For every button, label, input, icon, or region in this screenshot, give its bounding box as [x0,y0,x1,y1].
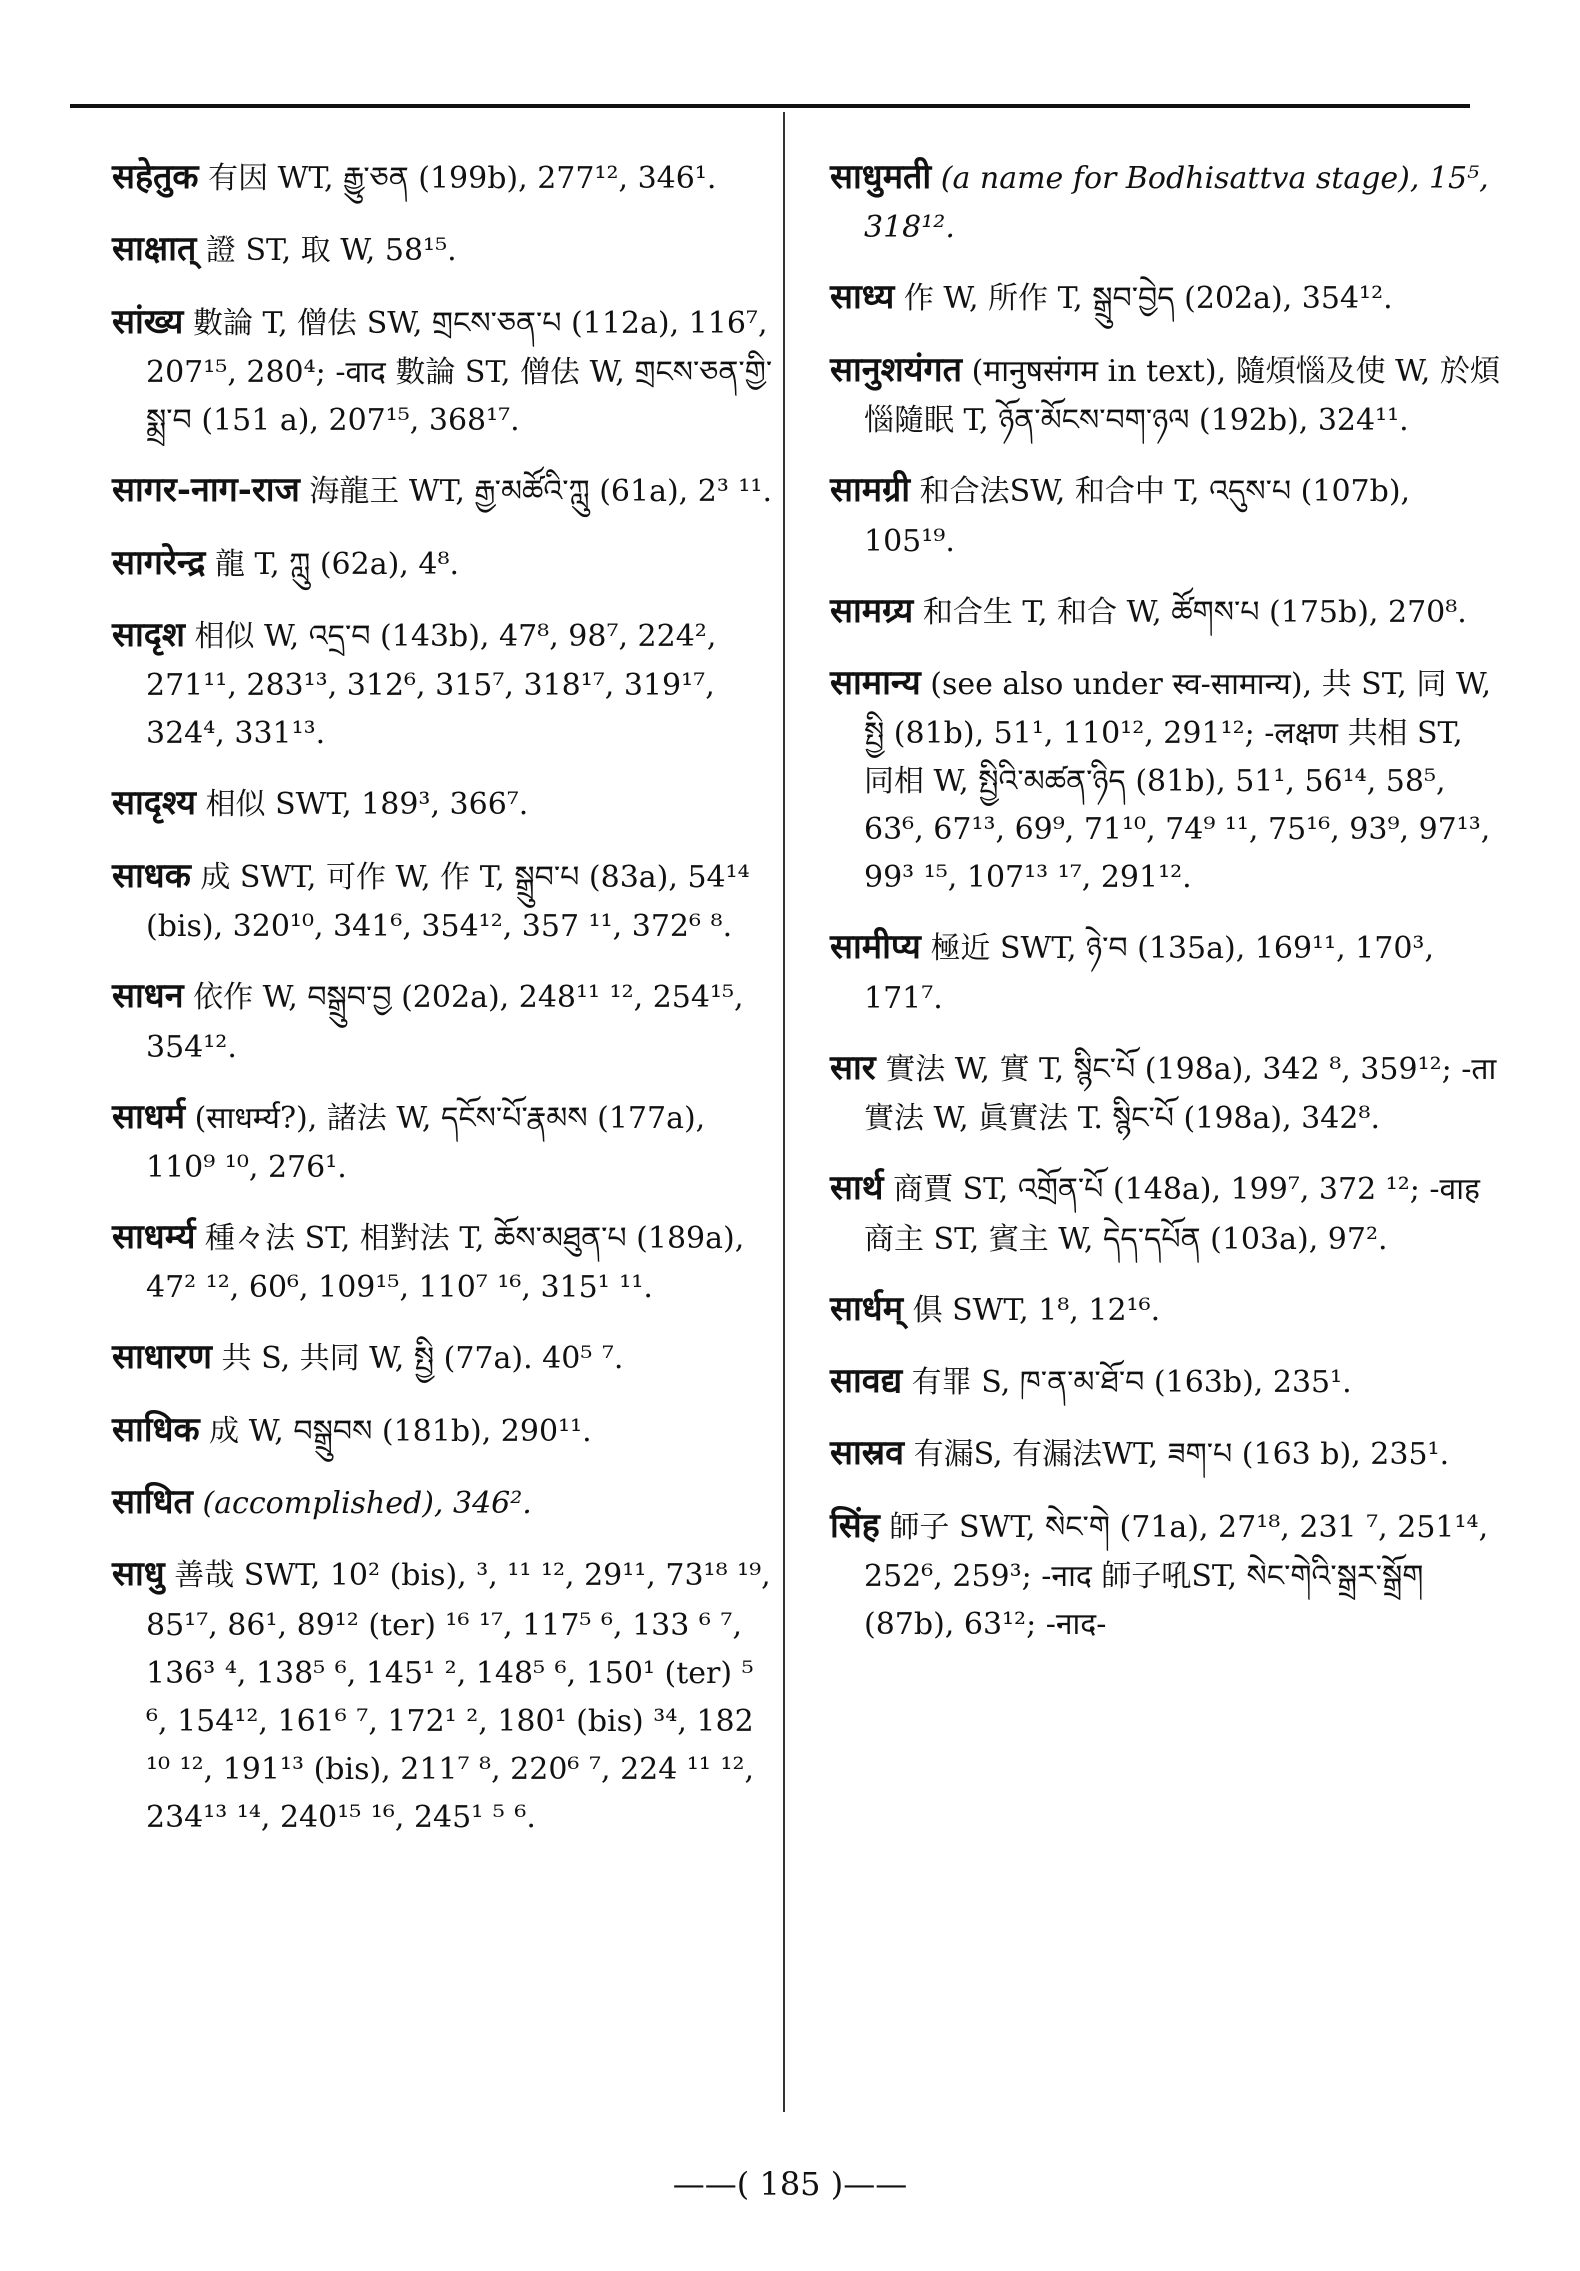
dictionary-entry [112,1210,782,1312]
entry-headword: सामग्री [830,470,911,511]
entry-headword: सामीप्य [830,927,921,968]
dictionary-entry [112,536,782,590]
entry-body: 相似 W, འདྲ་བ (143b), 47⁸, 98⁷, 224², 271¹¹, 283¹³, 312⁶, 315⁷, 318¹⁷, 319¹⁷, 324⁴, 331¹³. [146,618,717,752]
right-column [830,150,1500,1667]
dictionary-entry [112,1330,782,1384]
entry-headword: सार्थ [830,1168,884,1209]
dictionary-entry [112,150,782,204]
entry-body: 俱 SWT, 1⁸, 12¹⁶. [912,1292,1161,1328]
dictionary-entry [830,1426,1500,1480]
entry-body: 成 SWT, 可作 W, 作 T, སྒྲུབ་པ (83a), 54¹⁴ (bis), 320¹⁰, 341⁶, 354¹², 357 ¹¹, 372⁶ ⁸. [146,859,750,945]
entry-headword: सागर-नाग-राज [112,470,300,511]
entry-headword: साधर्म्य [112,1216,196,1257]
dictionary-entry [830,1354,1500,1408]
dictionary-entry [112,776,782,830]
entry-body: 作 W, 所作 T, སྒྲུབ་བྱེད (202a), 354¹². [903,281,1393,317]
dictionary-entry [830,343,1500,445]
entry-headword: सागरेन्द्र [112,542,206,583]
entry-headword: साधारण [112,1337,212,1378]
entry-headword: साधर्म [112,1096,186,1137]
entry-body: (साधर्म्य?), 諸法 W, དངོས་པོ་རྣམས (177a), 110⁹ ¹⁰, 276¹. [146,1100,706,1185]
dictionary-entry [830,656,1500,902]
entry-body: 有漏S, 有漏法WT, ཟག་པ (163 b), 235¹. [913,1437,1450,1473]
dictionary-entry [830,1041,1500,1143]
entry-body: (मानुषसंगम in text), 隨煩惱及使 W, 於煩惱隨眠 T, ཉོན་མོངས་བག་ཉལ (192b), 324¹¹. [864,353,1500,439]
entry-headword: सहेतुक [112,157,199,197]
entry-body: 共 S, 共同 W, སྤྱི (77a). 40⁵ ⁷. [221,1341,624,1377]
entry-headword: साधु [112,1554,165,1595]
entry-body: 龍 T, ཀླུ (62a), 4⁸. [214,546,460,582]
dictionary-entry [112,222,782,276]
entry-headword: सादृश [112,614,185,655]
entry-headword: सार्धम् [830,1288,904,1329]
dictionary-entry [830,150,1500,252]
entry-body: (see also under स्व-सामान्य), 共 ST, 同 W, སྤྱི (81b), 51¹, 110¹², 291¹²; -लक्षण 共相 ST, 同相 W, སྤྱིའི་མཚན་ཉིད (81b), 51¹, 56¹⁴, 58⁵, 63⁶, 67¹³, 69⁹, 71¹⁰, 74⁹ ¹¹, 75¹⁶, 93⁹, 97¹³, 99³ ¹⁵, 107¹³ ¹⁷, 291¹². [864,666,1492,896]
entry-body: 依作 W, བསྒྲུབ་བྱ (202a), 248¹¹ ¹², 254¹⁵, 354¹². [146,980,744,1065]
entry-body: 極近 SWT, ཉེ་བ (135a), 169¹¹, 170³, 171⁷. [864,931,1434,1016]
entry-body: 相似 SWT, 189³, 366⁷. [205,787,529,823]
dictionary-entry [830,1161,1500,1263]
entry-headword: सार [830,1047,876,1088]
entry-body: 有因 WT, རྒྱུ་ཅན (199b), 277¹², 346¹. [208,161,717,196]
entry-body: (accomplished), 346². [202,1486,532,1522]
entry-body: 數論 T, 僧佉 SW, གྲངས་ཅན་པ (112a), 116⁷, 207¹⁵, 280⁴; -वाद 數論 ST, 僧佉 W, གྲངས་ཅན་གྱི་སྨྲ་བ (151 a), 207¹⁵, 368¹⁷. [146,305,773,439]
entry-body: 成 W, བསྒྲུབས (181b), 290¹¹. [209,1413,592,1449]
entry-headword: सामग्र्य [830,590,914,631]
dictionary-entry [112,295,782,445]
entry-body: 和合法SW, 和合中 T, འདུས་པ (107b), 105¹⁹. [864,474,1411,559]
dictionary-entry [112,463,782,517]
entry-headword: साधुमती [830,157,932,197]
entry-headword: सानुशयंगत [830,349,963,390]
entry-headword: सादृश्य [112,783,197,824]
entry-headword: साधिक [112,1409,200,1450]
entry-headword: सांख्य [112,301,184,342]
entry-body: 實法 W, 實 T, སྙིང་པོ (198a), 342 ⁸, 359¹²; -ता 實法 W, 眞實法 T. སྙིང་པོ (198a), 342⁸. [864,1051,1497,1137]
entry-headword: सामान्य [830,662,921,703]
dictionary-entry [830,1282,1500,1336]
dictionary-entry [112,608,782,758]
dictionary-entry [112,1475,782,1529]
entry-headword: साधक [112,855,191,896]
dictionary-entry [112,1547,782,1841]
column-divider [783,112,785,2112]
dictionary-entry [830,270,1500,324]
entry-body: 善哉 SWT, 10² (bis), ³, ¹¹ ¹², 29¹¹, 73¹⁸ ¹⁹, 85¹⁷, 86¹, 89¹² (ter) ¹⁶ ¹⁷, 117⁵ ⁶, 133 ⁶ ⁷, 136³ ⁴, 138⁵ ⁶, 145¹ ², 148⁵ ⁶, 150¹ (ter) ⁵ ⁶, 154¹², 161⁶ ⁷, 172¹ ², 180¹ (bis) ³⁴, 182 ¹⁰ ¹², 191¹³ (bis), 211⁷ ⁸, 220⁶ ⁷, 224 ¹¹ ¹², 234¹³ ¹⁴, 240¹⁵ ¹⁶, 245¹ ⁵ ⁶. [146,1558,771,1835]
left-column [112,150,782,1860]
entry-headword: सास्रव [830,1433,905,1474]
entry-body: 和合生 T, 和合 W, ཚོགས་པ (175b), 270⁸. [922,594,1467,630]
dictionary-entry [830,920,1500,1022]
entry-body: 有罪 S, ཁ་ན་མ་ཐོ་བ (163b), 235¹. [911,1364,1352,1400]
entry-body: 種々法 ST, 相對法 T, ཆོས་མཐུན་པ (189a), 47² ¹², 60⁶, 109¹⁵, 110⁷ ¹⁶, 315¹ ¹¹. [146,1220,745,1306]
entry-body: 海龍王 WT, རྒྱ་མཚོའི་ཀླུ (61a), 2³ ¹¹. [309,474,772,510]
entry-headword: साधन [112,976,184,1017]
entry-body: (a name for Bodhisattva stage), 15⁵, 318¹². [864,161,1489,246]
dictionary-entry [830,463,1500,565]
dictionary-entry [112,1403,782,1457]
dictionary-entry [830,1499,1500,1649]
entry-headword: सावद्य [830,1360,903,1401]
entry-headword: सिंह [830,1505,880,1546]
entry-headword: साक्षात् [112,229,197,270]
entry-body: 商賈 ST, འགྲོན་པོ (148a), 199⁷, 372 ¹²; -वाह 商主 ST, 賓主 W, དེད་དཔོན (103a), 97². [864,1172,1480,1257]
top-rule [70,104,1470,108]
dictionary-entry [112,1090,782,1192]
entry-headword: साधित [112,1482,193,1523]
entry-body: 證 ST, 取 W, 58¹⁵. [205,233,457,269]
dictionary-entry [830,584,1500,638]
entry-body: 師子 SWT, སེང་གེ (71a), 27¹⁸, 231 ⁷, 251¹⁴, 252⁶, 259³; -नाद 師子吼ST, སེང་གེའི་སྒྲར་སྒྲོག (87b), 63¹²; -नाद- [864,1509,1489,1643]
dictionary-entry [112,849,782,951]
dictionary-entry [112,969,782,1071]
page-number: ——( 185 )—— [672,2165,908,2203]
entry-headword: साध्य [830,277,895,318]
